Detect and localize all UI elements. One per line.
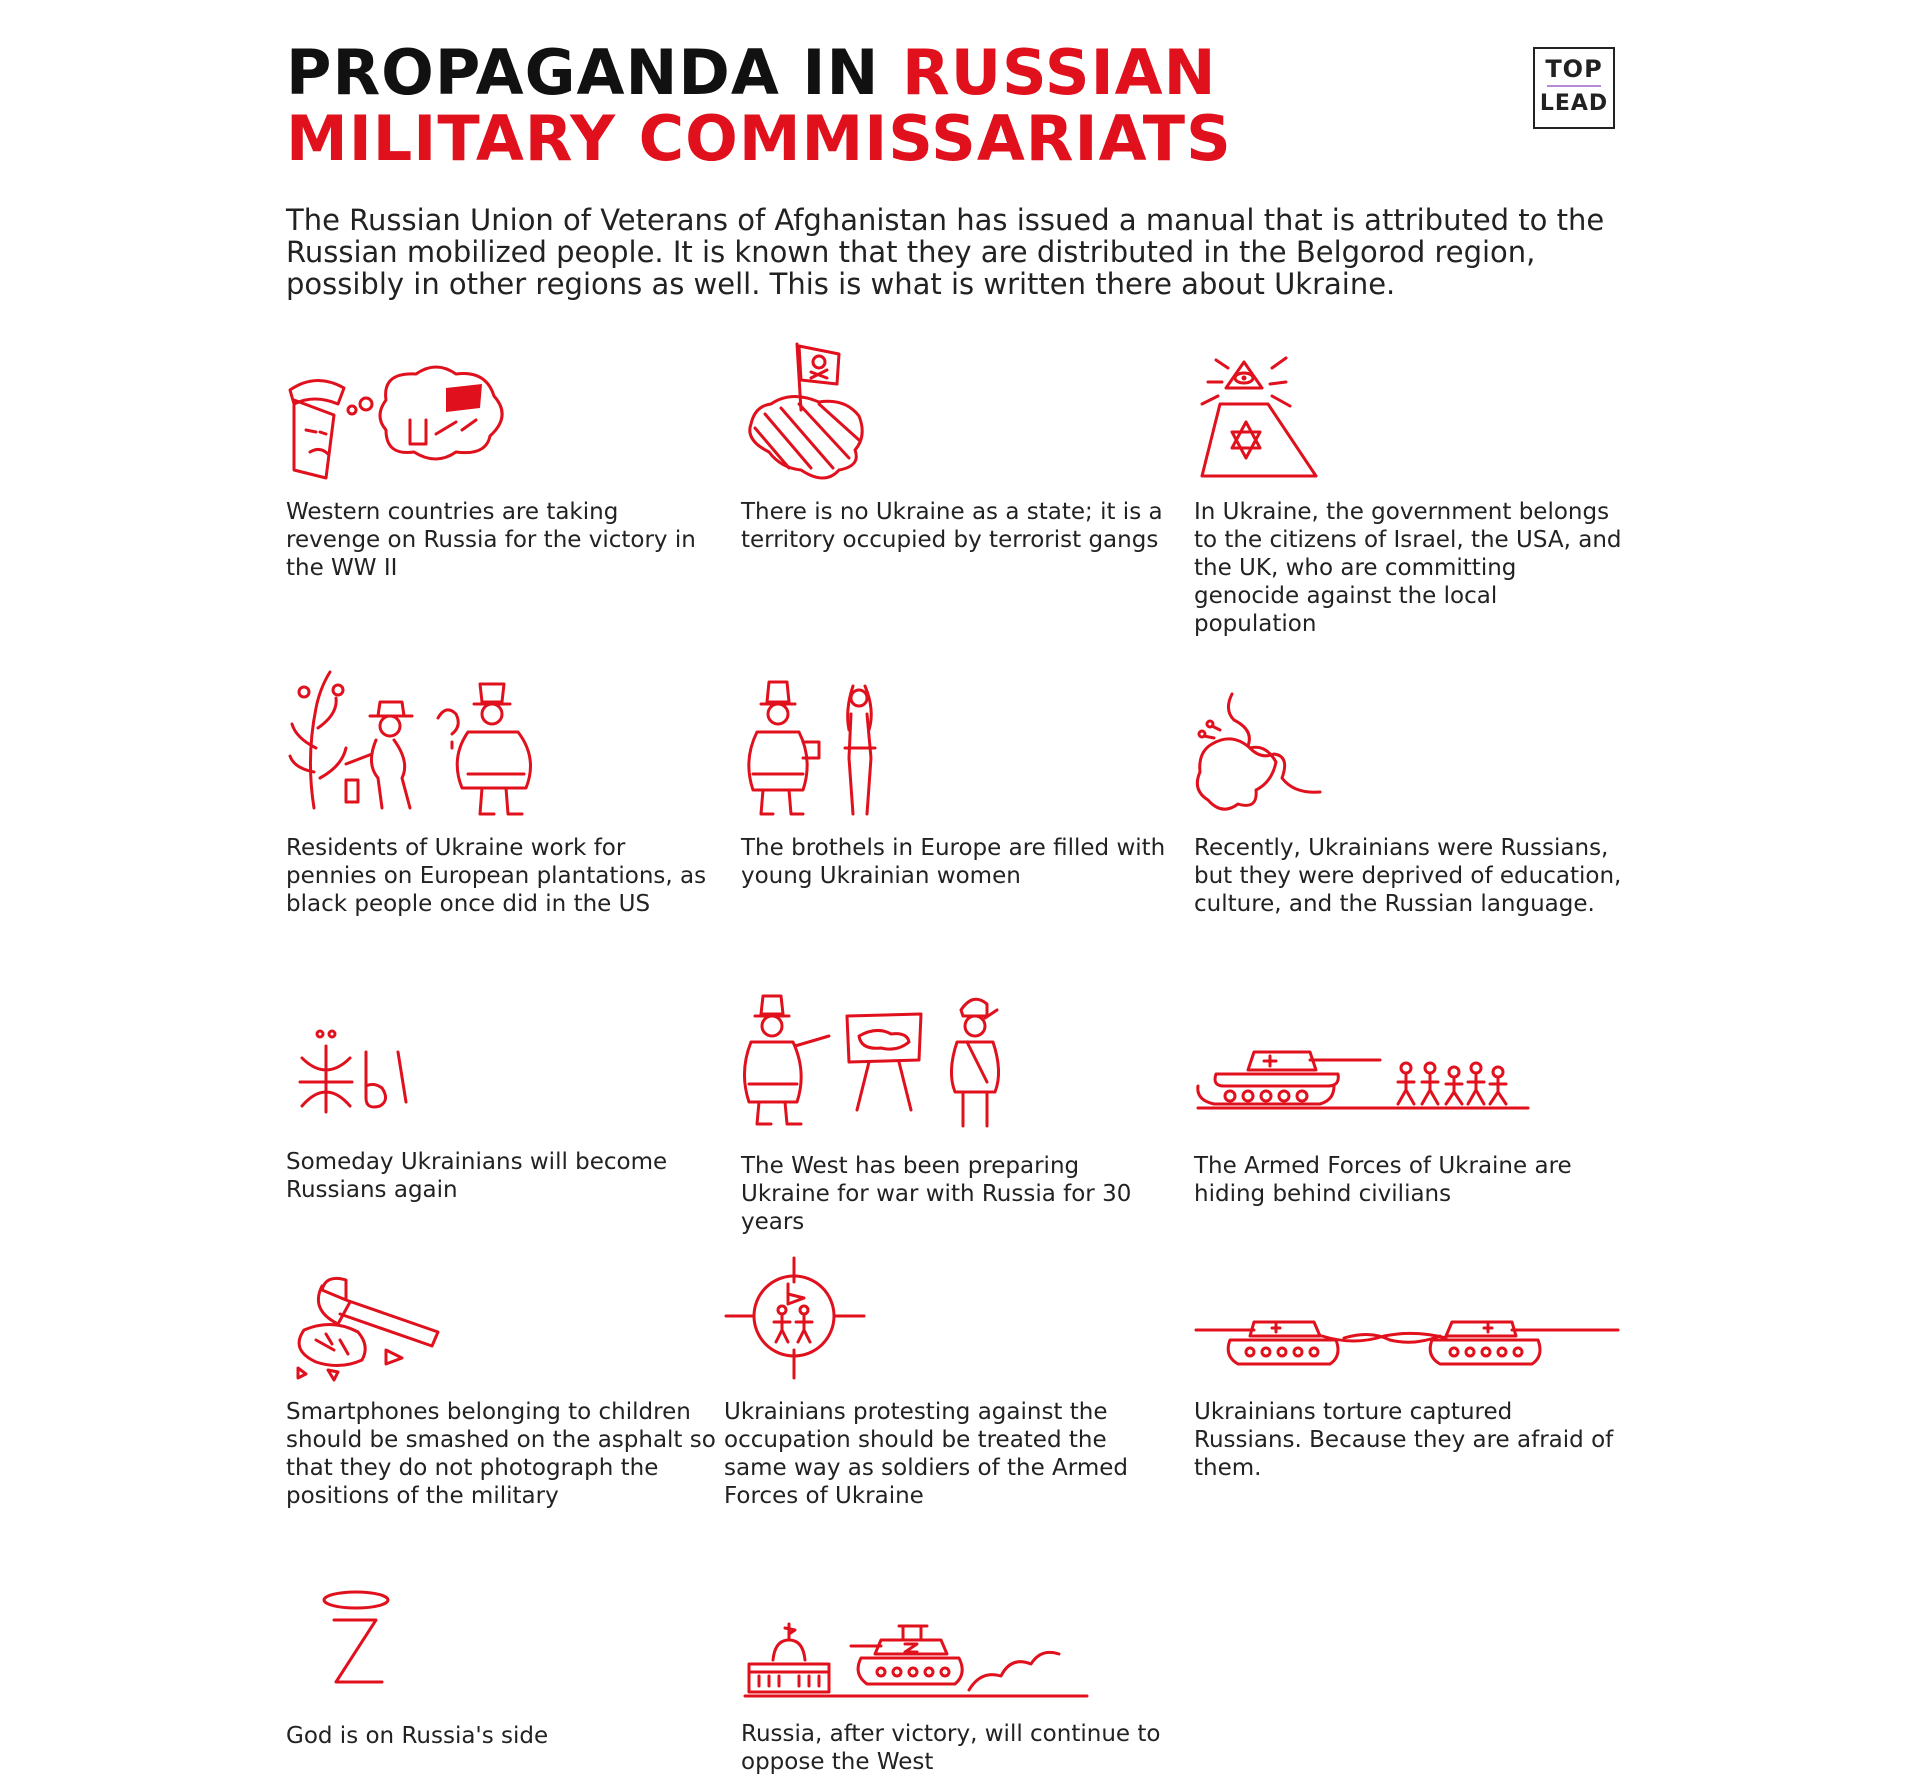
man-and-woman-icon xyxy=(741,680,901,820)
page-title xyxy=(286,36,1386,175)
man-map-soldier-icon xyxy=(741,992,1021,1132)
item-caption: Western countries are taking revenge on Russia for the victory in the WW II xyxy=(286,499,696,581)
pirate-flag-map-icon xyxy=(741,340,891,490)
crosshair-protesters-icon xyxy=(724,1254,884,1384)
tank-civilians-icon xyxy=(1194,1046,1534,1126)
title-red-1: RUSSIAN xyxy=(901,36,1217,109)
logo-divider xyxy=(1547,85,1601,87)
title-red-2: MILITARY COMMISSARIATS xyxy=(286,102,1232,175)
item-caption: Residents of Ukraine work for pennies on European plantations, as black people once did in the US xyxy=(286,835,707,917)
hammer-smashing-icon xyxy=(286,1270,446,1380)
item-caption: Ukrainians protesting against the occupation should be treated the same way as soldiers of the Armed Forces of Ukraine xyxy=(724,1399,1128,1509)
logo-bottom-text: LEAD xyxy=(1539,91,1609,116)
item-caption: Recently, Ukrainians were Russians, but they were deprived of education, culture, and the Russian language. xyxy=(1194,835,1622,917)
logo-top-text: TOP xyxy=(1545,55,1603,83)
soldier-thinking-icon xyxy=(286,360,526,490)
item-caption: The brothels in Europe are filled with young Ukrainian women xyxy=(741,835,1166,889)
item-caption: Smartphones belonging to children should be smashed on the asphalt so that they do not photograph the positions of the military xyxy=(286,1399,716,1509)
pyramid-eye-star-icon xyxy=(1194,352,1344,482)
map-with-branch-icon xyxy=(1194,690,1344,820)
capitol-tank-icon xyxy=(741,1620,1101,1710)
letters-icon xyxy=(286,1028,426,1128)
two-tanks-icon xyxy=(1194,1306,1634,1376)
item-caption: The West has been preparing Ukraine for war with Russia for 30 years xyxy=(741,1153,1132,1235)
z-halo-icon xyxy=(286,1590,406,1710)
item-caption: Ukrainians torture captured Russians. Because they are afraid of them. xyxy=(1194,1399,1614,1481)
item-caption: Someday Ukrainians will become Russians again xyxy=(286,1149,668,1203)
item-caption: In Ukraine, the government belongs to the citizens of Israel, the USA, and the UK, who are committing genocide against the local population xyxy=(1194,499,1622,637)
title-black: PROPAGANDA IN xyxy=(286,36,880,109)
toplead-logo xyxy=(1533,47,1615,129)
plantation-worker-icon xyxy=(286,668,576,818)
item-caption: There is no Ukraine as a state; it is a territory occupied by terrorist gangs xyxy=(741,499,1163,553)
intro-paragraph: The Russian Union of Veterans of Afghanistan has issued a manual that is attributed to the Russian mobilized people. It is known that they are distributed in the Belgorod region, possibly in other regions as well. This is what is written there about Ukraine. xyxy=(286,203,1605,301)
item-caption: Russia, after victory, will continue to oppose the West xyxy=(741,1721,1161,1775)
item-caption: God is on Russia's side xyxy=(286,1723,549,1749)
item-caption: The Armed Forces of Ukraine are hiding behind civilians xyxy=(1194,1153,1572,1207)
